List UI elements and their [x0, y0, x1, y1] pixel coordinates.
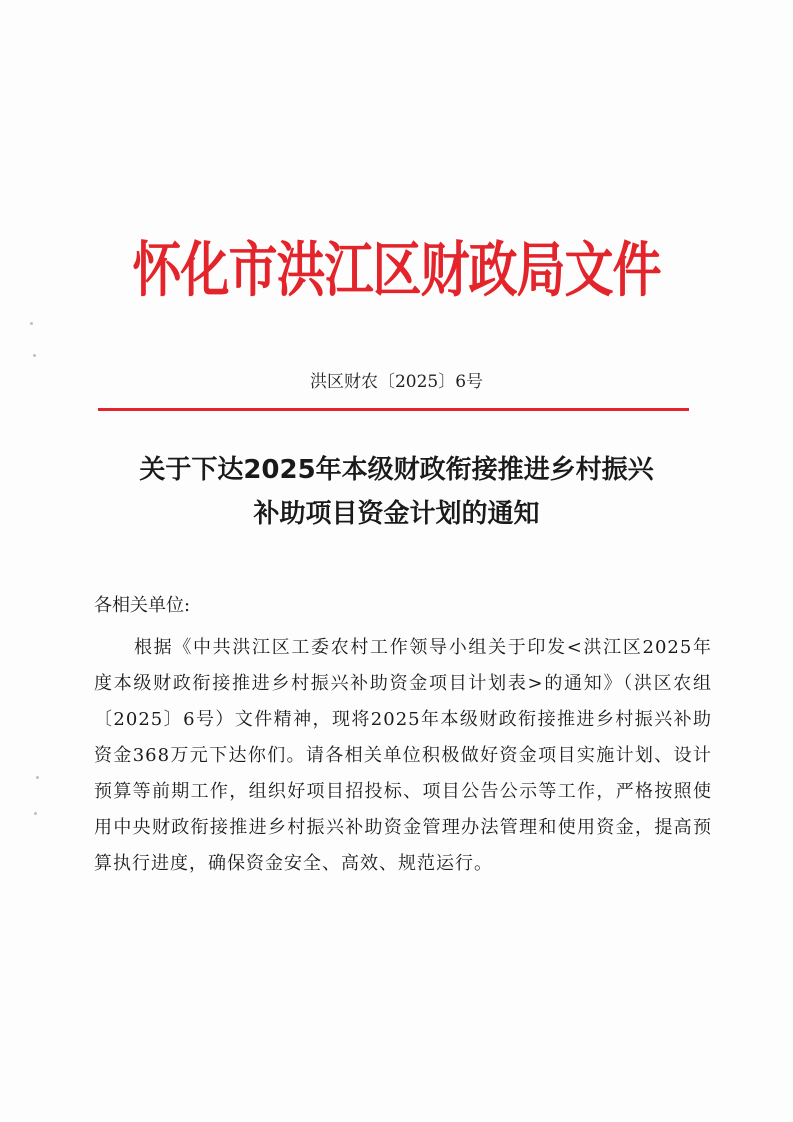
- notice-title-line-1: 关于下达2025年本级财政衔接推进乡村振兴: [139, 455, 654, 485]
- notice-title-line-2: 补助项目资金计划的通知: [253, 499, 540, 529]
- document-number: 洪区财农〔2025〕6号: [309, 372, 484, 392]
- notice-title: [90, 448, 703, 536]
- issuing-authority-title: 怀化市洪江区财政局文件: [132, 235, 661, 305]
- salutation: 各相关单位:: [94, 595, 191, 616]
- red-header-rule: [98, 408, 689, 411]
- body-paragraph: 根据《中共洪江区工委农村工作领导小组关于印发<洪江区2025年度本级财政衔接推进乡村振兴补助资金项目计划表>的通知》（洪区农组〔2025〕6号）文件精神，现将2025年本级财政衔接推进乡村振兴补助资金368万元下达你们。请各相关单位积极做好资金项目实施计划、设计预算等前期工作，组织好项目招投标、项目公告公示等工作，严格按照使用中央财政衔接推进乡村振兴补助资金管理办法管理和使用资金，提高预算执行进度，确保资金安全、高效、规范运行。: [94, 637, 712, 874]
- scan-speck: [30, 322, 33, 325]
- scan-speck: [34, 812, 37, 815]
- scan-speck: [36, 776, 39, 779]
- scan-speck: [33, 354, 36, 357]
